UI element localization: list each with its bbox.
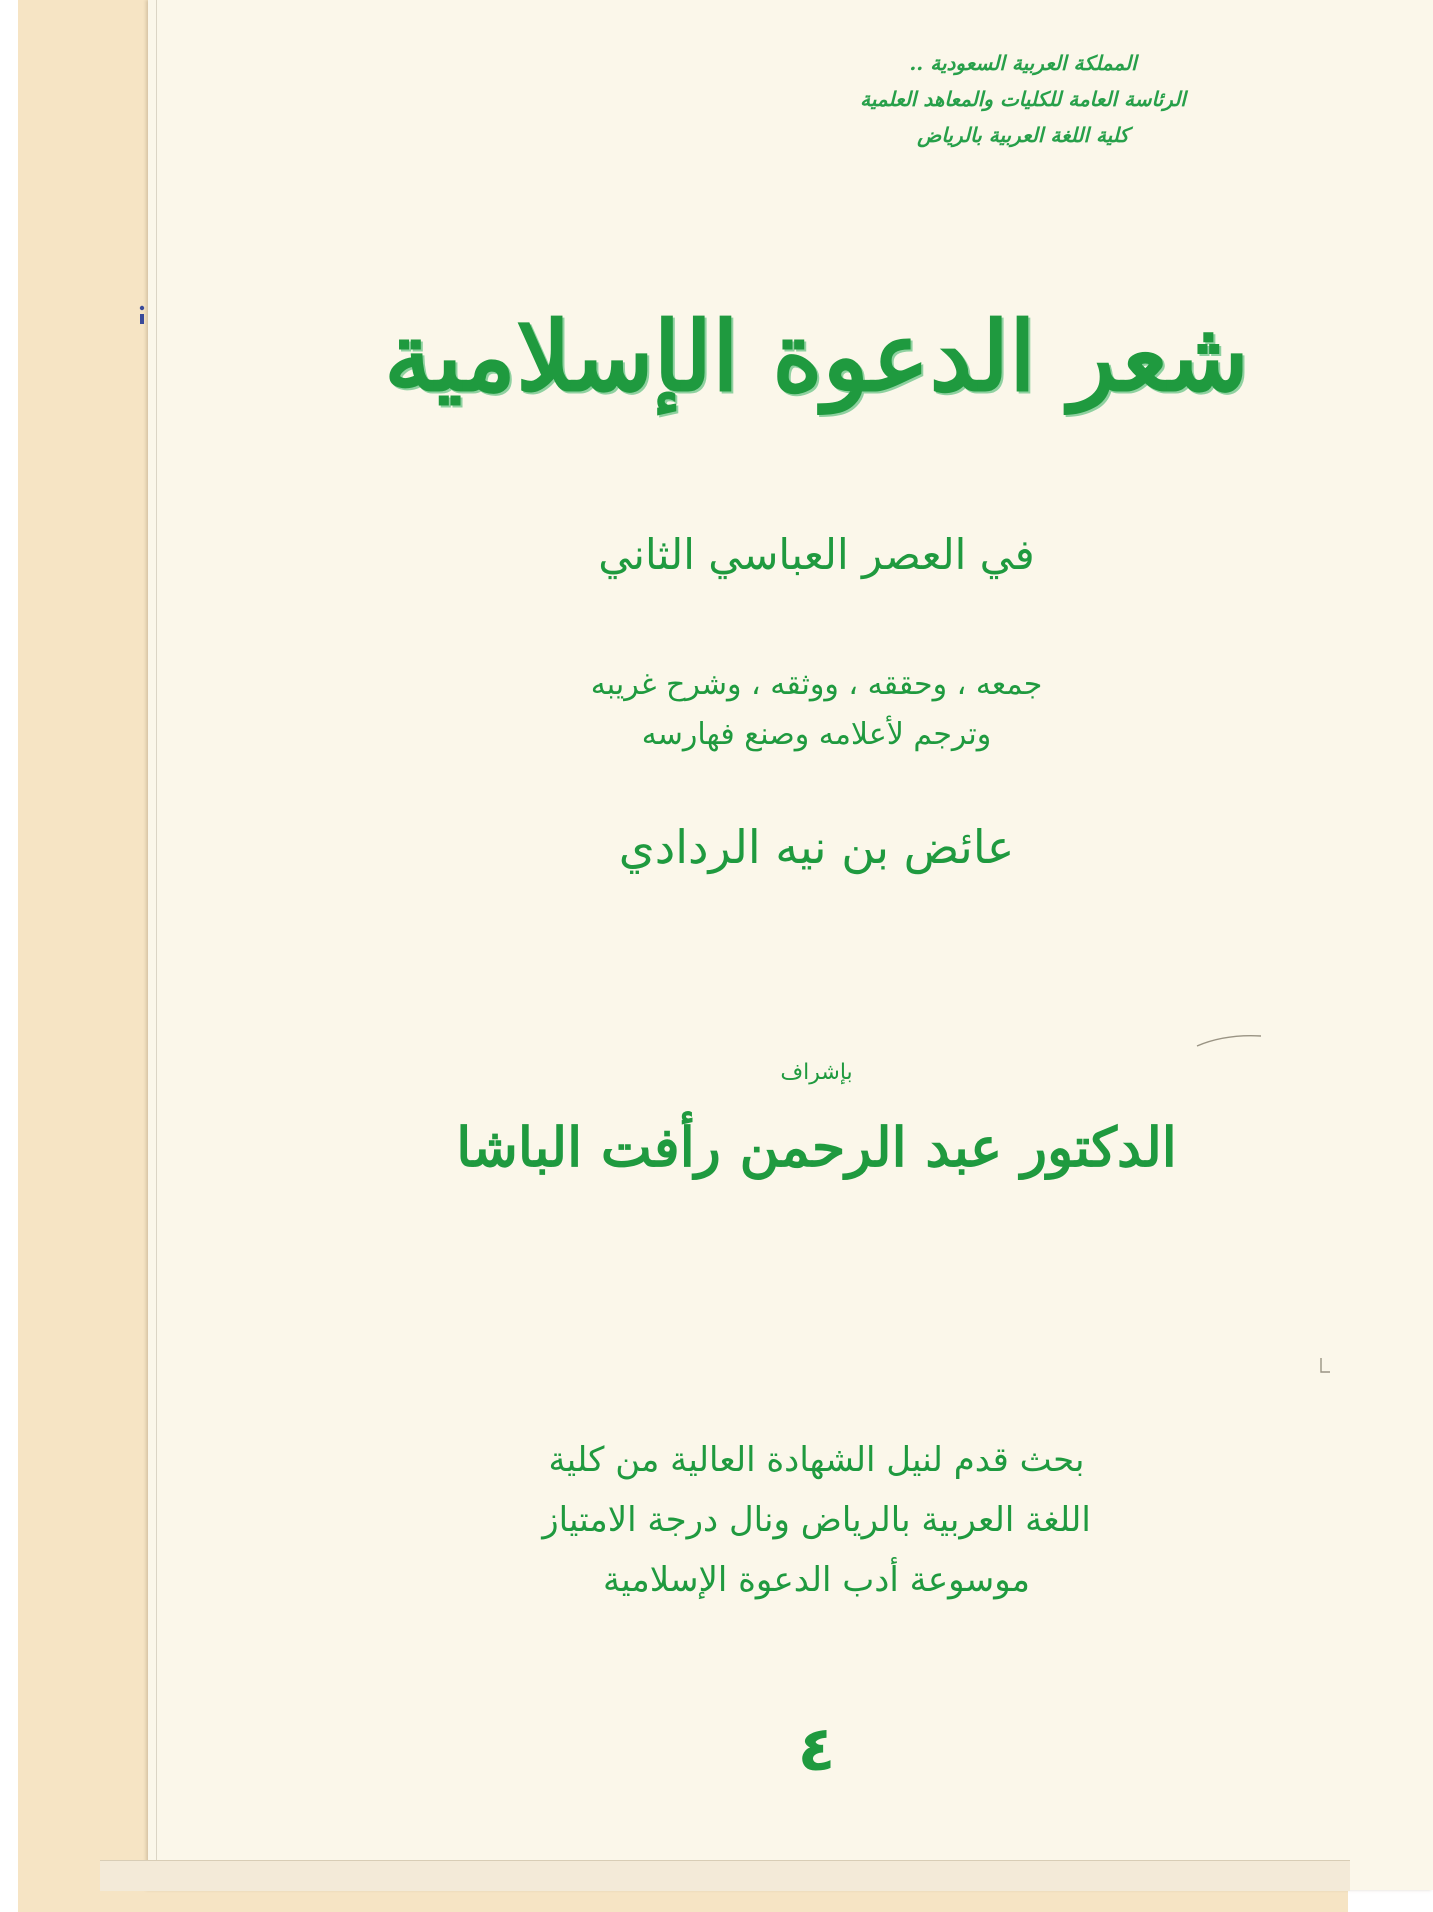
header-line-country: المملكة العربية السعودية ..: [909, 51, 1137, 75]
work-description-line: جمعه ، وحققه ، ووثقه ، وشرح غريبه: [590, 667, 1043, 702]
cover-edge: [156, 0, 157, 1890]
book-subtitle: في العصر العباسي الثاني: [598, 530, 1035, 579]
margin-ink-mark-icon: [136, 300, 148, 330]
author-name: عائض بن نيه الردادي: [618, 820, 1015, 874]
paper-scratch-icon: [1318, 1356, 1332, 1376]
thesis-note-line: بحث قدم لنيل الشهادة العالية من كلية: [548, 1440, 1085, 1480]
thesis-note-line: اللغة العربية بالرياض ونال درجة الامتياز: [542, 1500, 1091, 1540]
supervisor-name: الدكتور عبد الرحمن رأفت الباشا: [456, 1115, 1177, 1179]
work-description-line: وترجم لأعلامه وصنع فهارسه: [641, 717, 992, 752]
thesis-note: [200, 1430, 1433, 1610]
book-title: شعر الدعوة الإسلامية: [384, 300, 1249, 413]
paper-scratch-icon: [1195, 1030, 1265, 1050]
volume-number: ٤: [797, 1712, 836, 1785]
institution-header: [813, 45, 1233, 153]
supervision-label: بإشراف: [780, 1060, 853, 1085]
series-name: موسوعة أدب الدعوة الإسلامية: [603, 1560, 1030, 1600]
header-line-presidency: الرئاسة العامة للكليات والمعاهد العلمية: [860, 87, 1186, 111]
header-line-college: كلية اللغة العربية بالرياض: [917, 123, 1129, 147]
page-bottom-edge: [100, 1860, 1350, 1891]
work-description: [200, 660, 1433, 760]
